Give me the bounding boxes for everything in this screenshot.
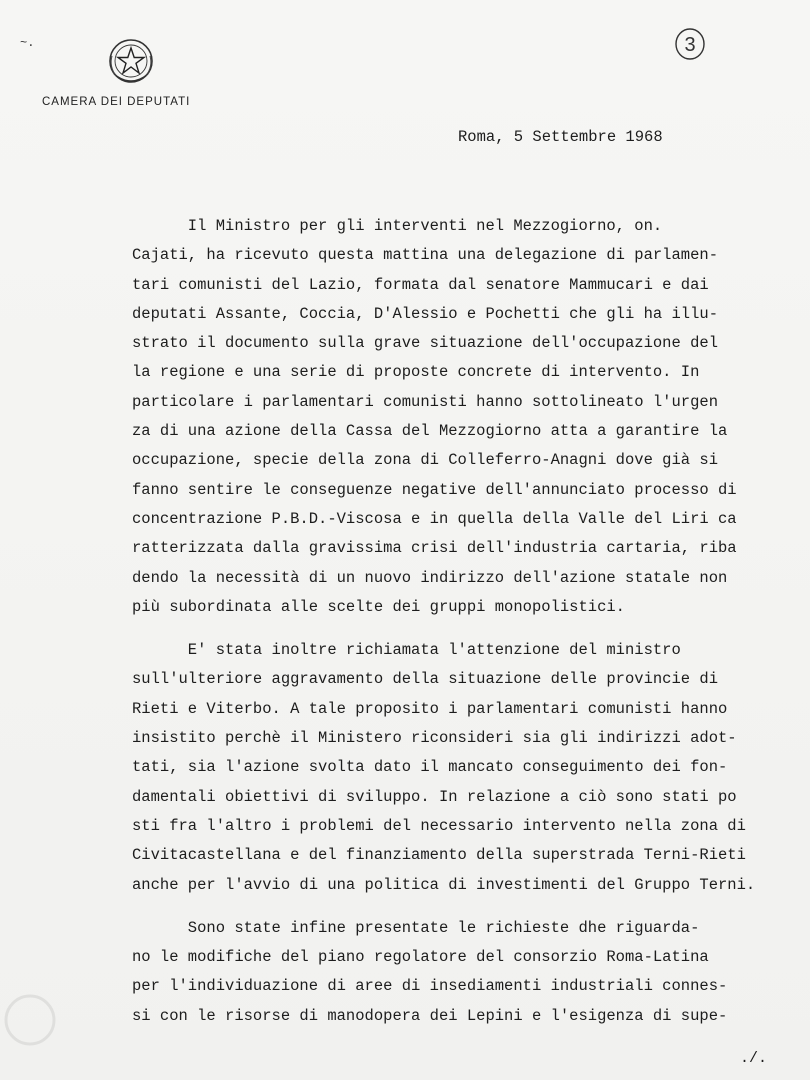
text-line: damentali obiettivi di sviluppo. In relazione a ciò sono stati po (132, 787, 737, 806)
text-line: insistito perchè il Ministero riconsideri sia gli indirizzi adot- (132, 729, 737, 748)
date-line: Roma, 5 Settembre 1968 (458, 128, 663, 146)
archive-watermark-icon (0, 990, 60, 1050)
institution-name: CAMERA DEI DEPUTATI (42, 96, 191, 108)
italian-republic-star-emblem-icon (106, 36, 156, 88)
paragraph-2 (132, 636, 772, 900)
edge-mark: ~. (20, 36, 35, 50)
text-line: Civitacastellana e del finanziamento della superstrada Terni-Rieti (132, 846, 746, 865)
text-line: più subordinata alle scelte dei gruppi monopolistici. (132, 597, 625, 616)
text-line: strato il documento sulla grave situazione dell'occupazione del (132, 334, 718, 353)
text-line: no le modifiche del piano regolatore del consorzio Roma-Latina (132, 948, 709, 967)
text-line: sti fra l'altro i problemi del necessario intervento nella zona di (132, 816, 746, 835)
page-number: 3 (684, 34, 696, 56)
text-line: dendo la necessità di un nuovo indirizzo dell'azione statale non (132, 568, 728, 587)
text-line: Il Ministro per gli interventi nel Mezzogiorno, on. (132, 217, 663, 235)
text-line: concentrazione P.B.D.-Viscosa e in quella della Valle del Liri ca (132, 509, 737, 528)
paragraph-3 (132, 914, 772, 1031)
text-line: tari comunisti del Lazio, formata dal senatore Mammucari e dai (132, 275, 709, 294)
continuation-mark: ./. (740, 1050, 768, 1067)
text-line: deputati Assante, Coccia, D'Alessio e Pochetti che gli ha illu- (132, 304, 718, 323)
text-line: anche per l'avvio di una politica di investimenti del Gruppo Terni. (132, 875, 756, 894)
paragraph-1 (132, 212, 772, 622)
text-line: particolare i parlamentari comunisti hanno sottolineato l'urgen (132, 392, 718, 411)
text-line: ratterizzata dalla gravissima crisi dell'industria cartaria, riba (132, 539, 737, 558)
page-number-circle (672, 26, 708, 62)
text-line: fanno sentire le conseguenze negative dell'annunciato processo di (132, 480, 737, 499)
text-line: E' stata inoltre richiamata l'attenzione del ministro (132, 641, 681, 660)
body-text (132, 212, 772, 1031)
text-line: Cajati, ha ricevuto questa mattina una delegazione di parlamen- (132, 246, 718, 265)
text-line: per l'individuazione di aree di insediamenti industriali connes- (132, 977, 728, 996)
text-line: occupazione, specie della zona di Colleferro-Anagni dove già si (132, 451, 718, 470)
text-line: sull'ulteriore aggravamento della situazione delle provincie di (132, 670, 718, 689)
text-line: Rieti e Viterbo. A tale proposito i parlamentari comunisti hanno (132, 699, 728, 718)
text-line: si con le risorse di manodopera dei Lepini e l'esigenza di supe- (132, 1006, 728, 1025)
text-line: tati, sia l'azione svolta dato il mancato conseguimento dei fon- (132, 758, 728, 777)
text-line: la regione e una serie di proposte concrete di intervento. In (132, 363, 700, 382)
text-line: za di una azione della Cassa del Mezzogiorno atta a garantire la (132, 422, 728, 441)
text-line: Sono state infine presentate le richieste dhe riguarda- (132, 918, 700, 937)
